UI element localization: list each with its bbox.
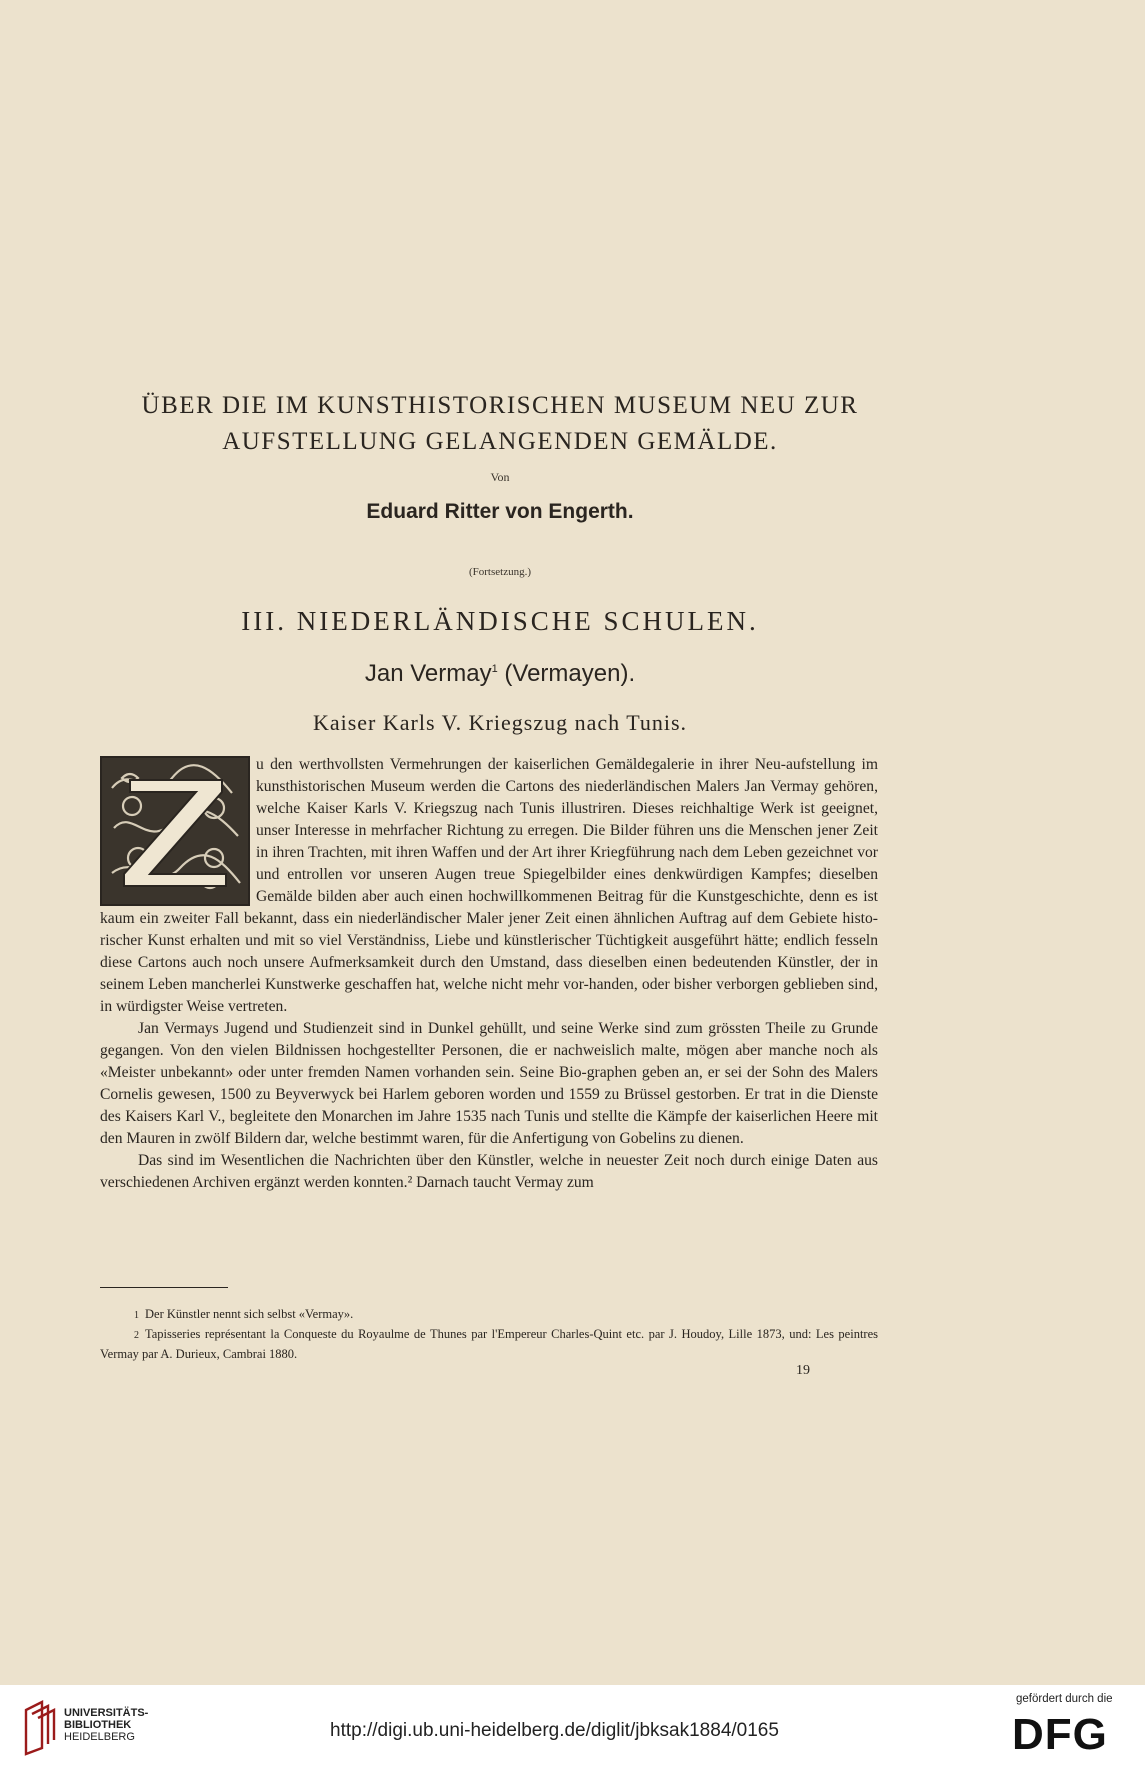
footnote-divider — [100, 1287, 228, 1288]
university-library-name[interactable] — [64, 1707, 148, 1743]
paragraph-1: u den werthvollsten Vermehrungen der kaiserlichen Gemäldegalerie in ihrer Neu-aufstellung im kunsthistorischen Museum werden die Cartons des niederländischen Malers Jan Vermay gehören, welche Kaiser Karls V. Kriegszug nach Tunis illustriren. Dieses reichhaltige Werk ist geeignet, unser Interesse in mehrfacher Richtung zu erregen. Die Bilder führen uns die Menschen jener Zeit in ihren Trachten, mit ihren Waffen und der Art ihrer Kriegführung nach dem Leben gezeichnet vor und entrollen vor unseren Augen treue Spiegelbilder eines denkwürdigen Kampfes; dieselben Gemälde bilden aber auch einen hochwillkommenen Beitrag für die Kunstgeschichte, denn es ist kaum ein zweiter Fall bekannt, dass ein niederländischer Maler jener Zeit einen ähnlichen Auftrag auf dem Gebiete histo-rischer Kunst erhalten und mit so viel Verständniss, Liebe und künstlerischer Tüchtigkeit ausgeführt hätte; endlich fesseln diese Cartons auch noch unsere Aufmerksamkeit durch den Umstand, dass dieselben einen bedeutenden Künstler, der in seinem Leben mancherlei Kunstwerke geschaffen hat, welche nicht mehr vor-handen, oder bisher verborgen geblieben sind, in würdigster Weise vertreten. — [100, 756, 878, 1015]
author-name: Eduard Ritter von Engerth. — [366, 500, 634, 523]
decorated-initial-z-icon — [100, 756, 250, 906]
article-title-line-2: AUFSTELLUNG GELANGENDEN GEMÄLDE. — [222, 428, 778, 455]
paragraph-3: Das sind im Wesentlichen die Nachrichten über den Künstler, welche in neuester Zeit noch durch einige Daten aus verschiedenen Archiven ergänzt werden konnten.² Darnach taucht Vermay zum — [100, 1152, 878, 1191]
painter-alt-name: (Vermayen). — [504, 660, 636, 687]
library-line-3: HEIDELBERG — [64, 1731, 135, 1743]
initial-ornament — [102, 758, 248, 904]
footnote-2-text: Tapisseries représentant la Conqueste du Royaulme de Thunes par l'Empereur Charles-Quint etc. par J. Houdoy, Lille 1873, und: Les peintres Vermay par A. Durieux, Cambrai 1880. — [100, 1327, 878, 1361]
page-number: 19 — [796, 1363, 810, 1378]
permalink-url[interactable]: http://digi.ub.uni-heidelberg.de/diglit/jbksak1884/0165 — [330, 1720, 779, 1741]
footnote-1 — [100, 1305, 878, 1325]
continued-note: (Fortsetzung.) — [468, 566, 531, 578]
article-title — [100, 388, 900, 460]
byline-von: Von — [490, 470, 510, 484]
footnote-ref-1[interactable]: 1 — [491, 663, 498, 675]
body-text — [100, 754, 878, 1194]
painter-name: Jan Vermay — [364, 660, 492, 687]
paragraph-2: Jan Vermays Jugend und Studienzeit sind in Dunkel gehüllt, und seine Werke sind zum grössten Theile zu Grunde gegangen. Von den vielen Bildnissen hochgestellter Personen, die er nachweislich malte, mögen aber manche noch als «Meister unbekannt» oder unter fremden Namen vorhanden sein. Seine Bio-graphen geben an, er sei der Sohn des Malers Cornelis gewesen, 1500 zu Beyverwyck bei Harlem geboren worden und 1559 zu Brüssel gestorben. Er trat in die Dienste des Kaisers Karl V., begleitete den Monarchen im Jahre 1535 nach Tunis und stellte die Kämpfe der kaiserlichen Heere mit den Mauren in zwölf Bildern dar, welche bestimmt waren, für die Anfertigung von Gobelins zu dienen. — [100, 1020, 878, 1147]
section-heading: III. NIEDERLÄNDISCHE SCHULEN. — [241, 606, 759, 636]
dfg-logo-icon[interactable]: DFG — [1012, 1710, 1108, 1759]
footnote-2-number: 2 — [134, 1330, 139, 1341]
library-line-1: UNIVERSITÄTS- — [64, 1707, 149, 1719]
painter-heading — [100, 660, 900, 688]
footnote-1-text: Der Künstler nennt sich selbst «Vermay». — [145, 1307, 354, 1321]
article-title-line-1: ÜBER DIE IM KUNSTHISTORISCHEN MUSEUM NEU ZUR — [141, 392, 859, 419]
library-line-2: BIBLIOTHEK — [64, 1719, 132, 1731]
footnote-1-number: 1 — [134, 1310, 139, 1321]
funded-by-label: gefördert durch die — [1016, 1693, 1113, 1705]
subject-heading: Kaiser Karls V. Kriegszug nach Tunis. — [312, 710, 688, 735]
footnotes — [100, 1305, 878, 1364]
footnote-2 — [100, 1325, 878, 1364]
university-library-logo-icon[interactable] — [22, 1700, 58, 1756]
